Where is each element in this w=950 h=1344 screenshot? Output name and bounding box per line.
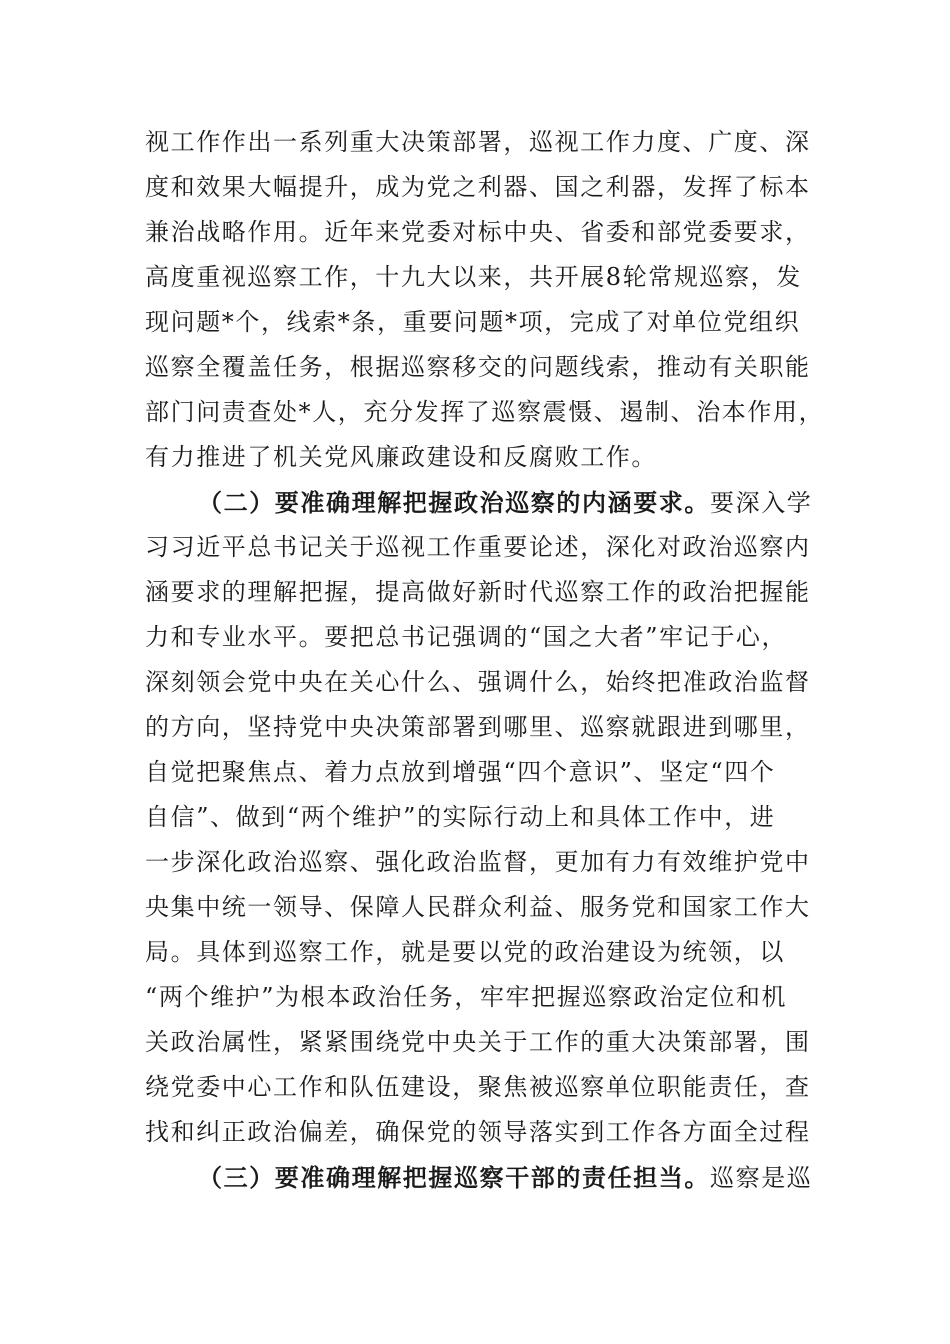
paragraph-line: 涵要求的理解把握，提高做好新时代巡察工作的政治把握能 [145, 578, 811, 606]
paragraph-line: 自觉把聚焦点、着力点放到增强“四个意识”、坚定“四个 [145, 758, 776, 786]
paragraph-line: 局。具体到巡察工作，就是要以党的政治建设为统领，以 [145, 938, 785, 966]
paragraph-line: 一步深化政治巡察、强化政治监督，更加有力有效维护党中 [145, 848, 811, 876]
paragraph-line: 视工作作出一系列重大决策部署，巡视工作力度、广度、深 [145, 128, 811, 156]
section-3-text: 巡察是巡 [710, 1164, 813, 1192]
paragraph-line: 自信”、做到“两个维护”的实际行动上和具体工作中，进 [145, 803, 776, 831]
paragraph-line: 的方向，坚持党中央决策部署到哪里、巡察就跟进到哪里， [145, 713, 811, 741]
section-2-text: 要深入学 [710, 489, 813, 517]
paragraph-line: 度和效果大幅提升，成为党之利器、国之利器，发挥了标本 [145, 173, 811, 201]
paragraph-line: 力和专业水平。要把总书记强调的“国之大者”牢记于心， [145, 623, 788, 651]
section-3-first-line [198, 1155, 813, 1200]
section-2-first-line [198, 480, 813, 525]
section-3-heading: （三）要准确理解把握巡察干部的责任担当。 [198, 1163, 710, 1192]
paragraph-line: 习习近平总书记关于巡视工作重要论述，深化对政治巡察内 [145, 533, 811, 561]
paragraph-line: 有力推进了机关党风廉政建设和反腐败工作。 [145, 443, 657, 471]
paragraph-line: 部门问责查处*人，充分发挥了巡察震慑、遏制、治本作用， [145, 398, 825, 426]
paragraph-line: 巡察全覆盖任务，根据巡察移交的问题线索，推动有关职能 [145, 353, 811, 381]
paragraph-line: 兼治战略作用。近年来党委对标中央、省委和部党委要求， [145, 218, 811, 246]
paragraph-line: 高度重视巡察工作，十九大以来，共开展8轮常规巡察，发 [145, 263, 802, 291]
paragraph-line: 关政治属性，紧紧围绕党中央关于工作的重大决策部署，围 [145, 1028, 811, 1056]
section-2-heading: （二）要准确理解把握政治巡察的内涵要求。 [198, 488, 710, 517]
paragraph-line: “两个维护”为根本政治任务，牢牢把握巡察政治定位和机 [145, 983, 788, 1011]
paragraph-line: 现问题*个，线索*条，重要问题*项，完成了对单位党组织 [145, 308, 801, 336]
paragraph-line: 央集中统一领导、保障人民群众利益、服务党和国家工作大 [145, 893, 811, 921]
paragraph-line: 找和纠正政治偏差，确保党的领导落实到工作各方面全过程 [145, 1118, 811, 1146]
paragraph-line: 绕党委中心工作和队伍建设，聚焦被巡察单位职能责任，查 [145, 1073, 811, 1101]
paragraph-line: 深刻领会党中央在关心什么、强调什么，始终把准政治监督 [145, 668, 811, 696]
